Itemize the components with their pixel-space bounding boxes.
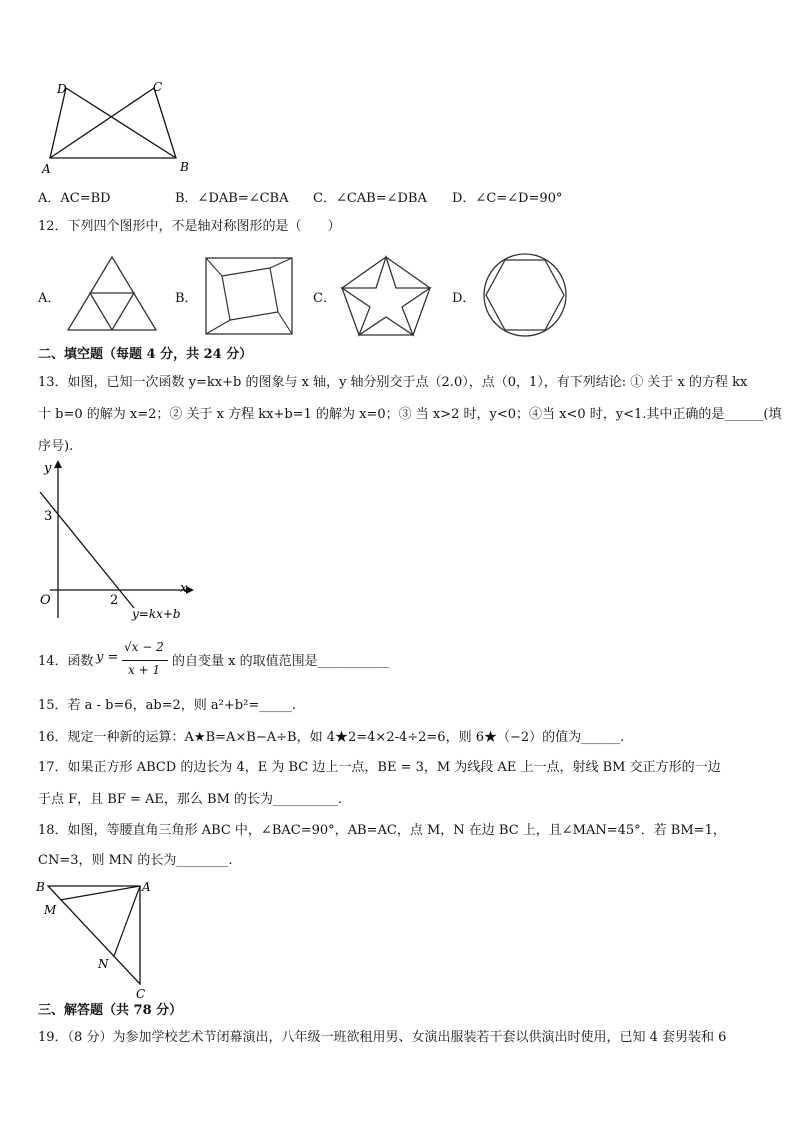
q14-prefix: 14．函数 — [38, 654, 94, 669]
section-2-heading: 二、填空题（每题 4 分，共 24 分） — [38, 347, 253, 362]
square-pinwheel-figure — [204, 256, 294, 336]
pentagon-star-figure — [338, 254, 434, 338]
q13-line-2: 十 b=0 的解为 x=2；② 关于 x 方程 kx+b=1 的解为 x=0；③ 当 x>2 时，y<0；④当 x<0 时，y<1.其中正确的是______(填 — [38, 407, 782, 422]
y-intercept-label: 3 — [44, 509, 53, 524]
q11-option-b: B．∠DAB=∠CBA — [175, 191, 289, 206]
label-b-q18: B — [36, 880, 45, 894]
q17-line-1: 17．如果正方形 ABCD 的边长为 4，E 为 BC 边上一点，BE = 3，M 为线段 AE 上一点，射线 BM 交正方形的一边 — [38, 760, 721, 775]
q12-option-c-label: C． — [313, 291, 336, 306]
label-n-q18: N — [98, 957, 109, 971]
q14-suffix: 的自变量 x 的取值范围是___________ — [172, 654, 390, 669]
q15-text: 15．若 a - b=6，ab=2，则 a²+b²=_____. — [38, 698, 296, 713]
label-a-q18: A — [142, 880, 151, 894]
origin-label: O — [40, 593, 51, 608]
label-d: D — [57, 82, 67, 96]
label-b: B — [180, 160, 189, 174]
q11-option-c: C．∠CAB=∠DBA — [313, 191, 427, 206]
q14-numerator: √x − 2 — [124, 640, 164, 654]
q14-denominator: x + 1 — [128, 663, 161, 677]
q19-text: 19．（8 分）为参加学校艺术节闭幕演出，八年级一班欲租用男、女演出服装若干套以供演出时使用，已知 4 套男装和 6 — [38, 1030, 727, 1045]
q12-option-a-label: A． — [38, 291, 61, 306]
section-3-heading: 三、解答题（共 78 分） — [38, 1003, 183, 1018]
q13-line-3: 序号). — [38, 439, 74, 454]
q14-fraction-bar — [122, 660, 168, 661]
q11-option-a: A．AC=BD — [38, 191, 111, 206]
x-intercept-label: 2 — [110, 593, 119, 608]
y-axis-label: y — [44, 461, 52, 476]
q11-option-d: D．∠C=∠D=90° — [452, 191, 563, 206]
label-c: C — [153, 80, 163, 94]
q12-option-b-label: B． — [175, 291, 198, 306]
circle-hexagon-figure — [480, 252, 570, 338]
label-c-q18: C — [136, 987, 146, 1000]
label-m-q18: M — [44, 903, 57, 917]
q17-line-2: 于点 F，且 BF = AE，那么 BM 的长为__________. — [38, 792, 343, 807]
q13-linear-function-graph — [30, 458, 200, 628]
x-axis-label: x — [180, 581, 188, 596]
q18-triangle-figure — [30, 876, 160, 1000]
q12-option-d-label: D． — [452, 291, 476, 306]
q11-quadrilateral-figure — [38, 78, 198, 178]
q13-line-1: 13．如图，已知一次函数 y=kx+b 的图象与 x 轴，y 轴分别交于点（2.0），点（0，1），有下列结论: ① 关于 x 的方程 kx — [38, 375, 748, 390]
q12-stem: 12．下列四个图形中，不是轴对称图形的是（ ） — [38, 219, 341, 234]
line-equation-label: y=kx+b — [132, 607, 181, 621]
triangle-figure — [66, 255, 158, 333]
q16-text: 16．规定一种新的运算：A★B=A×B−A÷B，如 4★2=4×2-4÷2=6，则 6★（−2）的值为______. — [38, 730, 625, 745]
q14-func-y: y = — [96, 650, 119, 665]
q18-line-2: CN=3，则 MN 的长为________. — [38, 853, 233, 868]
q18-line-1: 18．如图，等腰直角三角形 ABC 中，∠BAC=90°，AB=AC，点 M，N 在边 BC 上，且∠MAN=45°．若 BM=1， — [38, 823, 726, 838]
label-a: A — [42, 162, 51, 176]
